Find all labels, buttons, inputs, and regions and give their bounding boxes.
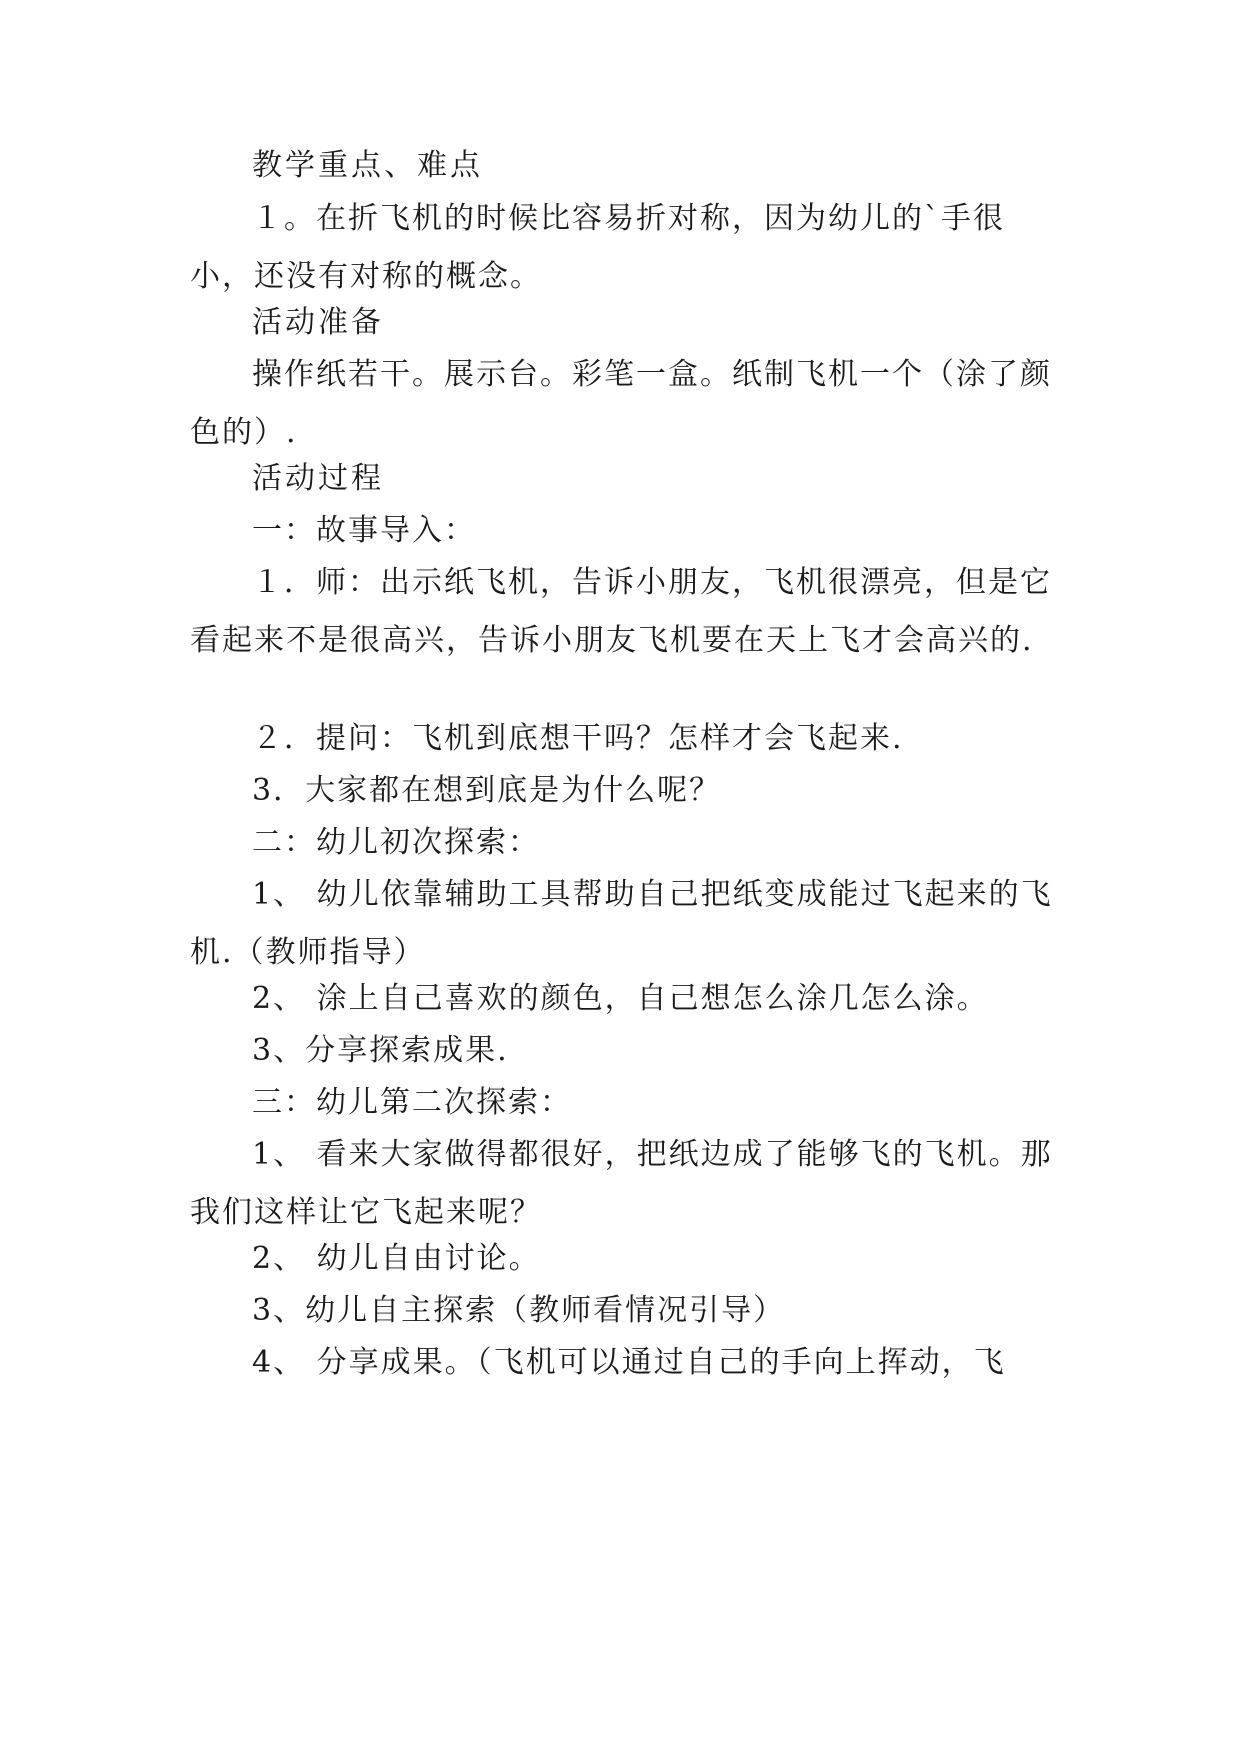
section-three-item-1: 1、 看来大家做得都很好，把纸边成了能够飞的飞机。那我们这样让它飞起来呢？	[190, 1137, 1053, 1230]
paragraph-preparation: 操作纸若干。展示台。彩笔一盒。纸制飞机一个（涂了颜色的）.	[190, 357, 1052, 450]
heading-preparation: 活动准备	[252, 305, 384, 340]
section-three-item-3: 3、幼儿自主探索（教师看情况引导）	[252, 1293, 786, 1328]
section-two-title: 二：幼儿初次探索：	[252, 825, 540, 860]
section-two-item-1: 1、 幼儿依靠辅助工具帮助自己把纸变成能过飞起来的飞机.（教师指导）	[190, 877, 1053, 970]
section-one-item-3: 3．大家都在想到底是为什么呢？	[252, 773, 722, 808]
heading-key-points: 教学重点、难点	[252, 148, 483, 183]
section-one-item-2: ２．提问：飞机到底想干吗？怎样才会飞起来.	[252, 721, 904, 756]
section-three-item-4: 4、 分享成果。（飞机可以通过自己的手向上挥动，飞	[252, 1345, 1006, 1380]
section-two-item-2: 2、 涂上自己喜欢的颜色，自己想怎么涂几怎么涂。	[252, 981, 989, 1016]
section-two-item-3: 3、分享探索成果.	[252, 1033, 509, 1068]
section-three-item-2: 2、 幼儿自由讨论。	[252, 1241, 541, 1276]
heading-process: 活动过程	[252, 461, 384, 496]
section-one-item-1: １．师：出示纸飞机，告诉小朋友，飞机很漂亮，但是它看起来不是很高兴，告诉小朋友飞机要在天上飞才会高兴的.	[190, 565, 1052, 658]
section-one-title: 一：故事导入：	[252, 513, 476, 548]
paragraph-key-point-1: １。在折飞机的时候比容易折对称，因为幼儿的`手很小，还没有对称的概念。	[190, 201, 1005, 294]
section-three-title: 三：幼儿第二次探索：	[252, 1085, 572, 1120]
